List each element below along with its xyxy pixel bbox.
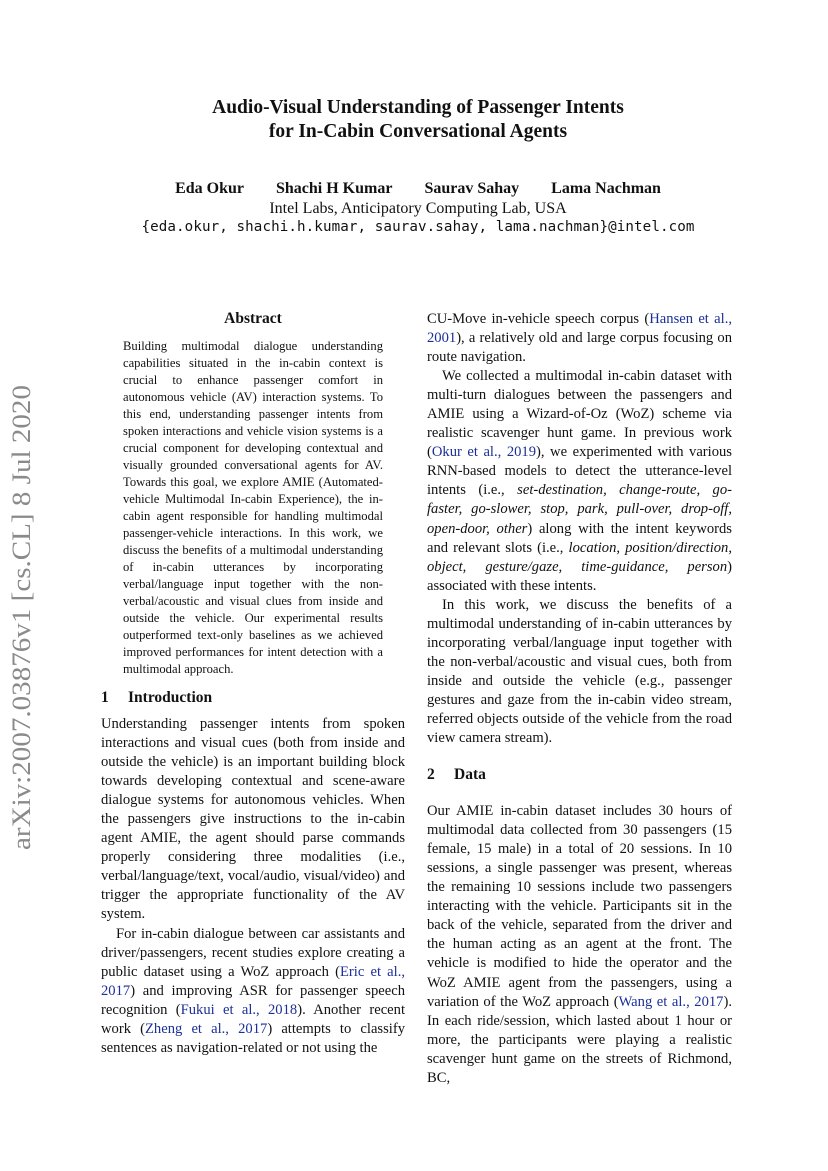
affiliation: Intel Labs, Anticipatory Computing Lab, USA	[269, 200, 567, 217]
citation-link[interactable]: Fukui et al., 2018	[180, 1001, 298, 1018]
paper-title	[100, 96, 736, 144]
citation-link[interactable]: Zheng et al., 2017	[145, 1020, 268, 1037]
section-number: 2	[427, 766, 435, 784]
section-number: 1	[101, 689, 109, 706]
title-line-1: Audio-Visual Understanding of Passenger Intents	[212, 97, 624, 118]
intro-paragraph-2: For in-cabin dialogue between car assistants and driver/passengers, recent studies explore creating a public dataset using a WoZ approach (Eric et al., 2017) and improving ASR for passenger speech recognition (Fukui et al., 2018). Another recent work (Zheng et al., 2017) attempts to classify sentences as navigation-related or not using the	[101, 925, 406, 1056]
contribution-paragraph: In this work, we discuss the benefits of a multimodal understanding of in-cabin utterances by incorporating verbal/language input together with the non-verbal/acoustic and visual cues, both from inside and outside the vehicle (e.g., passenger gestures and gaze from the in-cabin video stream, referred objects outside of the vehicle from the road view camera stream).	[427, 596, 732, 747]
intent-list: set-destination, change-route, go-faster, go-slower, stop, park, pull-over, drop-off, open-door, other	[427, 482, 732, 537]
author-name: Eda Okur	[175, 180, 244, 197]
data-paragraph-1: Our AMIE in-cabin dataset includes 30 hours of multimodal data collected from 30 passengers (15 female, 15 male) in a total of 20 sessions. In 10 sessions, a single passenger was present, whereas the remaining 10 sessions include two passengers interacting with the vehicle. Participants sit in the back of the vehicle, separated from the driver and the human acting as an agent at the front. The vehicle is modified to hide the operator and the WoZ AMIE agent from the passengers, using a variation of the WoZ approach (Wang et al., 2017). In each ride/session, which lasted about 1 hour or more, the participants were playing a realistic scavenger hunt game on the streets of Richmond, BC,	[427, 803, 732, 1086]
section-heading-introduction	[101, 688, 405, 708]
arxiv-identifier	[2, 380, 42, 850]
title-line-2: for In-Cabin Conversational Agents	[268, 121, 568, 142]
citation-link[interactable]: Okur et al., 2019	[431, 444, 537, 461]
author-name: Lama Nachman	[551, 180, 661, 197]
arxiv-id-text: arXiv:2007.03876v1 [cs.CL] 8 Jul 2020	[6, 426, 36, 850]
author-name: Saurav Sahay	[424, 180, 520, 197]
section-title: Introduction	[128, 689, 213, 706]
citation-link[interactable]: Eric et al., 2017	[101, 963, 405, 999]
author-list	[100, 180, 736, 198]
left-column	[101, 310, 405, 1058]
slot-list: location, position/direction, object, gesture/gaze, time-guidance, person	[427, 539, 732, 575]
author-name: Shachi H Kumar	[275, 180, 393, 197]
related-work-paragraph: CU-Move in-vehicle speech corpus (Hansen et al., 2001), a relatively old and large corpus focusing on route navigation.	[427, 311, 732, 366]
abstract-heading: Abstract	[224, 310, 282, 327]
section-heading-data	[427, 765, 732, 785]
dataset-intro-paragraph: We collected a multimodal in-cabin dataset with multi-turn dialogues between the passengers and AMIE using a Wizard-of-Oz (WoZ) scheme via realistic scavenger hunt game. In previous work (Okur et al., 2019), we experimented with various RNN-based models to detect the utterance-level intents (i.e., set-destination, change-route, go-faster, go-slower, stop, park, pull-over, drop-off, open-door, other) along with the intent keywords and relevant slots (i.e., location, position/direction, object, gesture/gaze, time-guidance, person) associated with these intents.	[427, 368, 732, 594]
citation-link[interactable]: Wang et al., 2017	[618, 993, 724, 1010]
intro-paragraph-1: Understanding passenger intents from spoken interactions and visual cues (both from inside and outside the vehicle) is an important building block towards developing contextual and scene-aware dialogue systems for autonomous vehicles. When the passengers give instructions to the in-cabin agent AMIE, the agent should parse commands properly considering three modalities (i.e., verbal/language/text, vocal/audio, visual/video) and trigger the appropriate functionality of the AV system.	[101, 716, 405, 923]
citation-link[interactable]: Hansen et al., 2001	[427, 311, 732, 347]
right-column	[427, 310, 732, 1088]
author-emails: {eda.okur, shachi.h.kumar, saurav.sahay, lama.nachman}@intel.com	[141, 219, 695, 235]
section-title: Data	[454, 766, 486, 784]
abstract-text: Building multimodal dialogue understanding capabilities situated in the in-cabin context is crucial to enhance passenger comfort in autonomous vehicle (AV) interaction systems. To this end, understanding passenger intents from spoken interactions and vehicle vision systems is a crucial component for developing contextual and visually grounded conversational agents for AV. Towards this goal, we explore AMIE (Automated-vehicle Multimodal In-cabin Experience), the in-cabin agent responsible for handling multimodal passenger-vehicle interactions. In this work, we discuss the benefits of a multimodal understanding of in-cabin utterances by incorporating verbal/language input together with the non-verbal/acoustic and visual clues from inside and outside the vehicle. Our experimental results outperformed text-only baselines as we achieved improved performances for intent detection with a multimodal approach.	[123, 339, 383, 676]
